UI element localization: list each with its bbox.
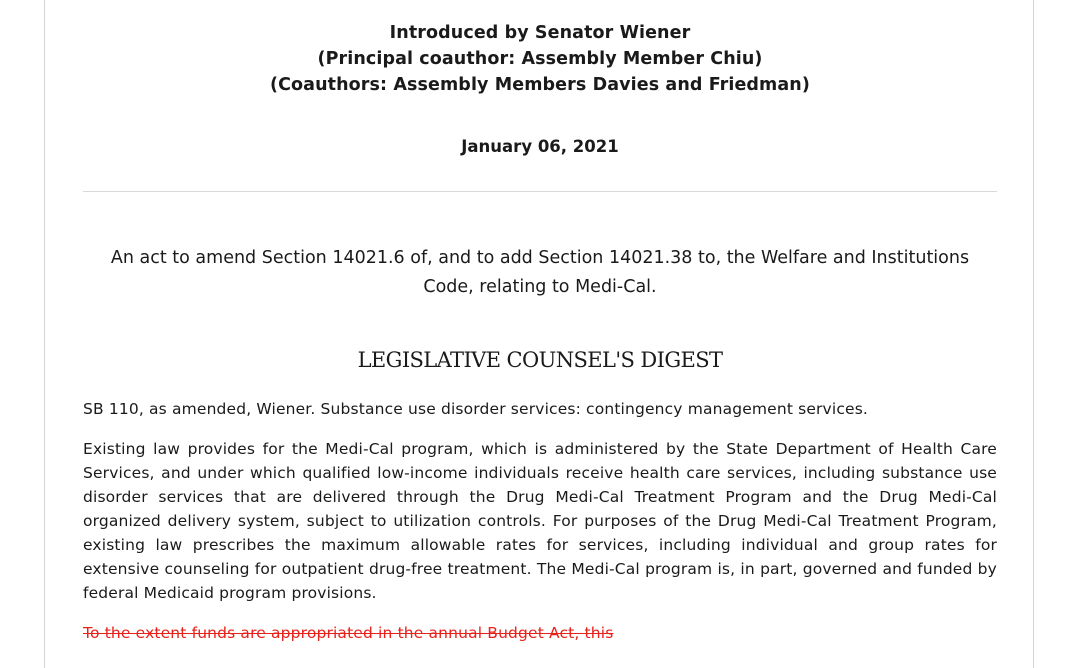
act-description: An act to amend Section 14021.6 of, and to add Section 14021.38 to, the Welfare and Institutions Code, relating to Medi-Cal. (110, 248, 970, 297)
section-divider (83, 191, 997, 192)
introduced-by: Introduced by Senator Wiener (389, 23, 691, 43)
principal-coauthor: (Principal coauthor: Assembly Member Chiu) (317, 49, 763, 69)
coauthors: (Coauthors: Assembly Members Davies and Friedman) (270, 75, 810, 95)
existing-law-paragraph: Existing law provides for the Medi-Cal program, which is administered by the State Department of Health Care Services, and under which qualified low-income individuals receive health care services, including substance use disorder services that are delivered through the Drug Medi-Cal Treatment Program and the Drug Medi-Cal organized delivery system, subject to utilization controls. For purposes of the Drug Medi-Cal Treatment Program, existing law prescribes the maximum allowable rates for services, including individual and group rates for extensive counseling for outpatient drug-free treatment. The Medi-Cal program is, in part, governed and funded by federal Medicaid program provisions. (83, 440, 997, 602)
bill-summary: SB 110, as amended, Wiener. Substance use disorder services: contingency management services. (83, 400, 868, 418)
struck-text: To the extent funds are appropriated in the annual Budget Act, this (83, 624, 614, 642)
digest-title: LEGISLATIVE COUNSEL'S DIGEST (357, 348, 723, 372)
introduction-date: January 06, 2021 (461, 137, 619, 156)
introduction-block (0, 20, 1080, 98)
